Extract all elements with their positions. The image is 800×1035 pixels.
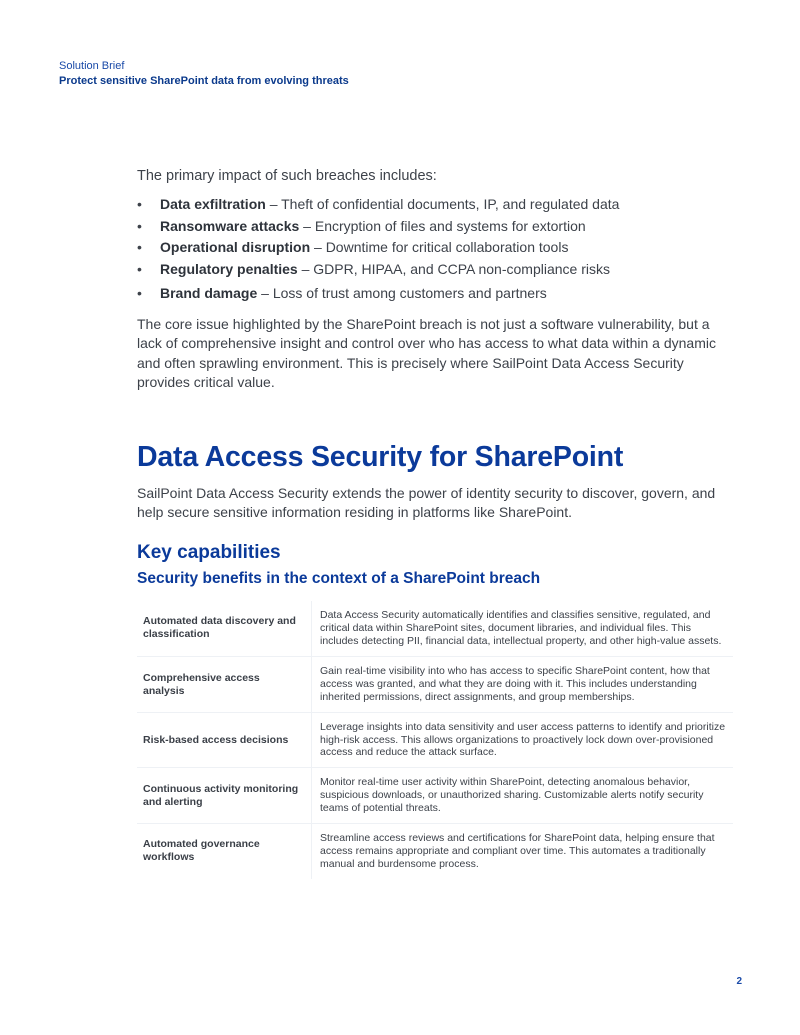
impact-term: Regulatory penalties bbox=[160, 260, 298, 277]
capability-name: Continuous activity monitoring and alerting bbox=[137, 768, 312, 824]
capability-description: Monitor real-time user activity within SharePoint, detecting anomalous behavior, suspicious downloads, or unauthorized sharing. Customizable alerts notify security teams of potential threats. bbox=[312, 768, 734, 824]
capability-description: Data Access Security automatically identifies and classifies sensitive, regulated, and critical data within SharePoint sites, document libraries, and individual files. This includes detecting PII, financial data, intellectual property, and other high-value assets. bbox=[312, 601, 734, 657]
table-row bbox=[137, 601, 733, 657]
impact-description: – GDPR, HIPAA, and CCPA non-compliance risks bbox=[297, 260, 610, 277]
impact-description: – Loss of trust among customers and partners bbox=[257, 285, 547, 301]
list-item bbox=[137, 237, 741, 259]
impact-term: Ransomware attacks bbox=[160, 217, 300, 234]
impact-description: – Encryption of files and systems for extortion bbox=[299, 217, 586, 234]
impact-description: – Downtime for critical collaboration tools bbox=[310, 239, 569, 255]
list-item bbox=[137, 259, 741, 281]
page-number: 2 bbox=[736, 976, 742, 987]
capability-name: Automated data discovery and classification bbox=[137, 601, 312, 657]
capability-description: Leverage insights into data sensitivity and user access patterns to identify and prioritize high-risk access. This allows organizations to proactively lock down over-provisioned access and reduce the attack surface. bbox=[312, 713, 734, 768]
impact-term: Operational disruption bbox=[160, 239, 311, 255]
bullet-icon: • bbox=[137, 260, 142, 277]
table-row bbox=[137, 824, 733, 879]
impact-description: – Theft of confidential documents, IP, and regulated data bbox=[265, 196, 620, 212]
capability-name: Automated governance workflows bbox=[137, 824, 312, 879]
section-title: Data Access Security for SharePoint bbox=[137, 440, 624, 473]
capability-description: Gain real-time visibility into who has access to specific SharePoint content, how that access was granted, and what they are doing with it. This includes understanding inherited permissions, direct assignments, and group memberships. bbox=[312, 657, 734, 713]
capability-name: Comprehensive access analysis bbox=[137, 657, 312, 713]
capabilities-table bbox=[137, 601, 733, 879]
bullet-icon: • bbox=[137, 217, 142, 234]
bullet-icon: • bbox=[137, 239, 142, 255]
bullet-icon: • bbox=[137, 196, 142, 212]
impact-list bbox=[137, 194, 741, 305]
list-item bbox=[137, 216, 741, 238]
main-content bbox=[137, 166, 741, 879]
key-capabilities-heading: Key capabilities bbox=[137, 541, 281, 563]
table-row bbox=[137, 768, 733, 824]
section-description: SailPoint Data Access Security extends the power of identity security to discover, govern, and help secure sensitive information residing in platforms like SharePoint. bbox=[137, 484, 716, 520]
benefits-subheading: Security benefits in the context of a SharePoint breach bbox=[137, 569, 541, 587]
document-title: Protect sensitive SharePoint data from evolving threats bbox=[59, 75, 349, 87]
list-item bbox=[137, 194, 741, 216]
list-item bbox=[137, 283, 741, 305]
capability-name: Risk-based access decisions bbox=[137, 713, 312, 768]
document-type: Solution Brief bbox=[59, 60, 125, 72]
capability-description: Streamline access reviews and certifications for SharePoint data, helping ensure that access remains appropriate and compliant over time. This automates a traditionally manual and burdensome process. bbox=[320, 832, 715, 870]
table-row bbox=[137, 713, 733, 768]
core-issue-paragraph: The core issue highlighted by the SharePoint breach is not just a software vulnerability, but a lack of comprehensive insight and control over who has access to what data within a dynamic and often sprawling environment. This is precisely where SailPoint Data Access Security provides critical value. bbox=[137, 315, 716, 390]
impact-term: Brand damage bbox=[160, 285, 258, 301]
page-header bbox=[59, 59, 349, 89]
impact-term: Data exfiltration bbox=[160, 196, 266, 212]
impact-intro: The primary impact of such breaches includes: bbox=[137, 168, 437, 184]
table-row bbox=[137, 657, 733, 713]
bullet-icon: • bbox=[137, 285, 142, 301]
